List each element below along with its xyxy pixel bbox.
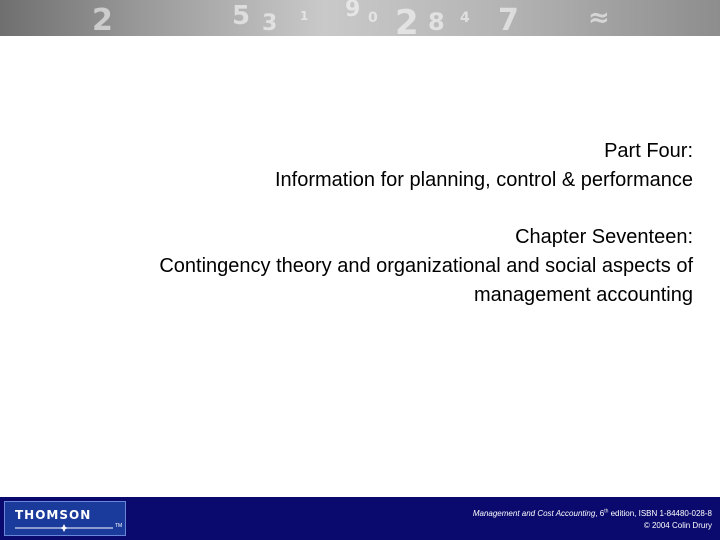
copyright-line: © 2004 Colin Drury xyxy=(643,521,712,530)
chapter-title-block xyxy=(13,223,693,310)
decorative-number-pattern xyxy=(0,0,720,36)
chapter-subtitle-line-2: management accounting xyxy=(473,284,693,306)
banner-glyph: 8 xyxy=(428,8,445,36)
banner-glyph: 5 xyxy=(232,1,251,31)
book-citation xyxy=(473,508,712,532)
banner-glyph: 2 xyxy=(395,3,419,36)
logo-star-rule-icon xyxy=(15,524,113,532)
part-title: Part Four: xyxy=(604,140,693,162)
banner-glyph: 9 xyxy=(345,0,361,22)
banner-glyph: 4 xyxy=(460,10,470,26)
chapter-subtitle-line-1: Contingency theory and organizational and social aspects of xyxy=(159,255,693,277)
book-title: Management and Cost Accounting xyxy=(472,509,596,518)
chapter-title: Chapter Seventeen: xyxy=(515,226,693,248)
banner-glyph: ≈ xyxy=(588,3,610,33)
banner-glyph: 2 xyxy=(92,3,113,36)
part-title-block xyxy=(13,137,693,195)
edition-isbn: edition, ISBN 1-84480-028-8 xyxy=(608,509,712,518)
banner-glyph: 7 xyxy=(498,3,519,36)
part-subtitle: Information for planning, control & performance xyxy=(275,169,693,191)
banner-glyph: 1 xyxy=(300,9,309,23)
citation-line-1 xyxy=(473,508,712,520)
logo-wordmark: THOMSON xyxy=(15,508,92,522)
banner-glyph: 0 xyxy=(368,10,378,26)
thomson-logo xyxy=(4,501,126,536)
edition-suffix: th xyxy=(604,508,609,515)
logo-trademark: TM xyxy=(115,523,123,529)
banner-glyph: 3 xyxy=(262,11,278,36)
edition-number: , 6 xyxy=(595,509,605,518)
header-banner xyxy=(0,0,720,36)
